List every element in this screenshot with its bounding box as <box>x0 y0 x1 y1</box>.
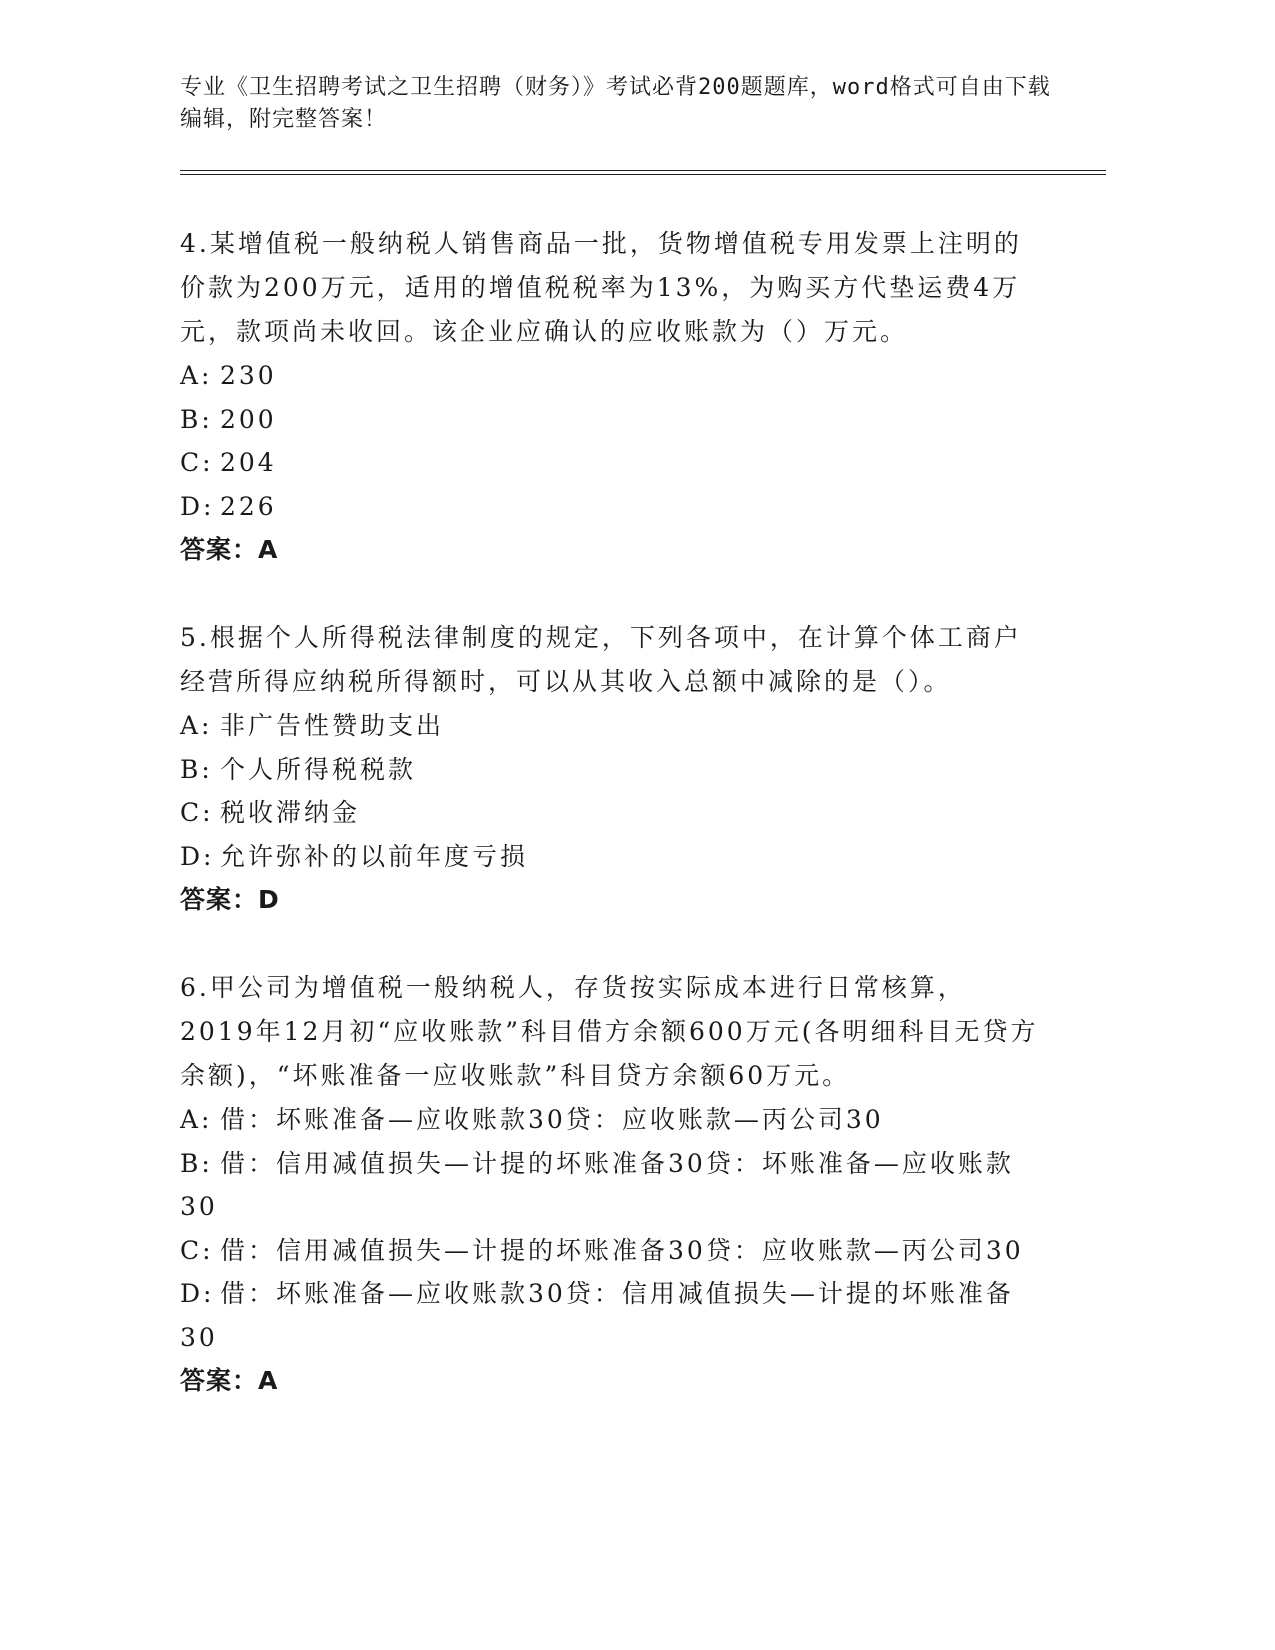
option-d <box>180 835 1040 879</box>
answer: 答案：A <box>180 535 279 564</box>
option-b <box>180 748 1040 792</box>
option-a <box>180 354 1040 398</box>
header-divider-bottom <box>180 174 1106 175</box>
option-key: D: <box>180 841 215 871</box>
option-d <box>180 1272 1040 1359</box>
question-stem: 4.某增值税一般纳税人销售商品一批，货物增值税专用发票上注明的价款为200万元，适用的增值税税率为13%，为购买方代垫运费4万元，款项尚未收回。该企业应确认的应收账款为（）万元。 <box>180 229 1022 346</box>
option-d <box>180 485 1040 529</box>
option-text: 非广告性赞助支出 <box>220 711 445 740</box>
option-c <box>180 441 1040 485</box>
question-stem: 5.根据个人所得税法律制度的规定，下列各项中，在计算个体工商户经营所得应纳税所得额时，可以从其收入总额中减除的是（）。 <box>180 623 1022 696</box>
option-key: B: <box>180 754 213 784</box>
answer: 答案：D <box>180 885 280 914</box>
question-5 <box>180 616 1040 922</box>
option-a <box>180 1098 1040 1142</box>
option-b <box>180 1142 1040 1229</box>
question-list <box>180 222 1040 1447</box>
option-key: C: <box>180 798 214 827</box>
answer: 答案：A <box>180 1366 279 1395</box>
option-key: B: <box>180 404 213 434</box>
option-key: B: <box>180 1148 213 1178</box>
option-a <box>180 704 1040 748</box>
question-6 <box>180 966 1040 1403</box>
option-key: A: <box>180 1105 213 1134</box>
option-key: A: <box>180 711 213 740</box>
header-divider-top <box>180 170 1106 171</box>
question-stem: 6.甲公司为增值税一般纳税人，存货按实际成本进行日常核算，2019年12月初“应收账款”科目借方余额600万元(各明细科目无贷方余额)，“坏账准备一应收账款”科目贷方余额60万元。 <box>180 973 1039 1090</box>
option-key: C: <box>180 1235 214 1265</box>
option-c <box>180 791 1040 835</box>
option-key: D: <box>180 1279 215 1308</box>
option-key: A: <box>180 361 213 390</box>
option-text: 226 <box>220 491 277 521</box>
question-4 <box>180 222 1040 572</box>
option-text: 借：信用减值损失—计提的坏账准备30贷：应收账款—丙公司30 <box>220 1235 1024 1265</box>
option-text: 204 <box>220 448 277 477</box>
option-key: C: <box>180 448 214 477</box>
option-b <box>180 398 1040 442</box>
option-text: 230 <box>220 361 277 390</box>
option-text: 借：信用减值损失—计提的坏账准备30贷：坏账准备—应收账款30 <box>180 1148 1014 1221</box>
document-header: 专业《卫生招聘考试之卫生招聘（财务）》考试必背200题题库，word格式可自由下载编辑，附完整答案！ <box>180 75 1051 132</box>
option-c <box>180 1229 1040 1273</box>
option-text: 税收滞纳金 <box>220 798 361 827</box>
option-key: D: <box>180 491 215 521</box>
option-text: 允许弥补的以前年度亏损 <box>220 841 529 871</box>
option-text: 200 <box>220 404 277 434</box>
option-text: 借：坏账准备—应收账款30贷：信用减值损失—计提的坏账准备30 <box>180 1279 1014 1352</box>
option-text: 个人所得税税款 <box>220 754 417 784</box>
option-text: 借：坏账准备—应收账款30贷：应收账款—丙公司30 <box>220 1105 884 1134</box>
